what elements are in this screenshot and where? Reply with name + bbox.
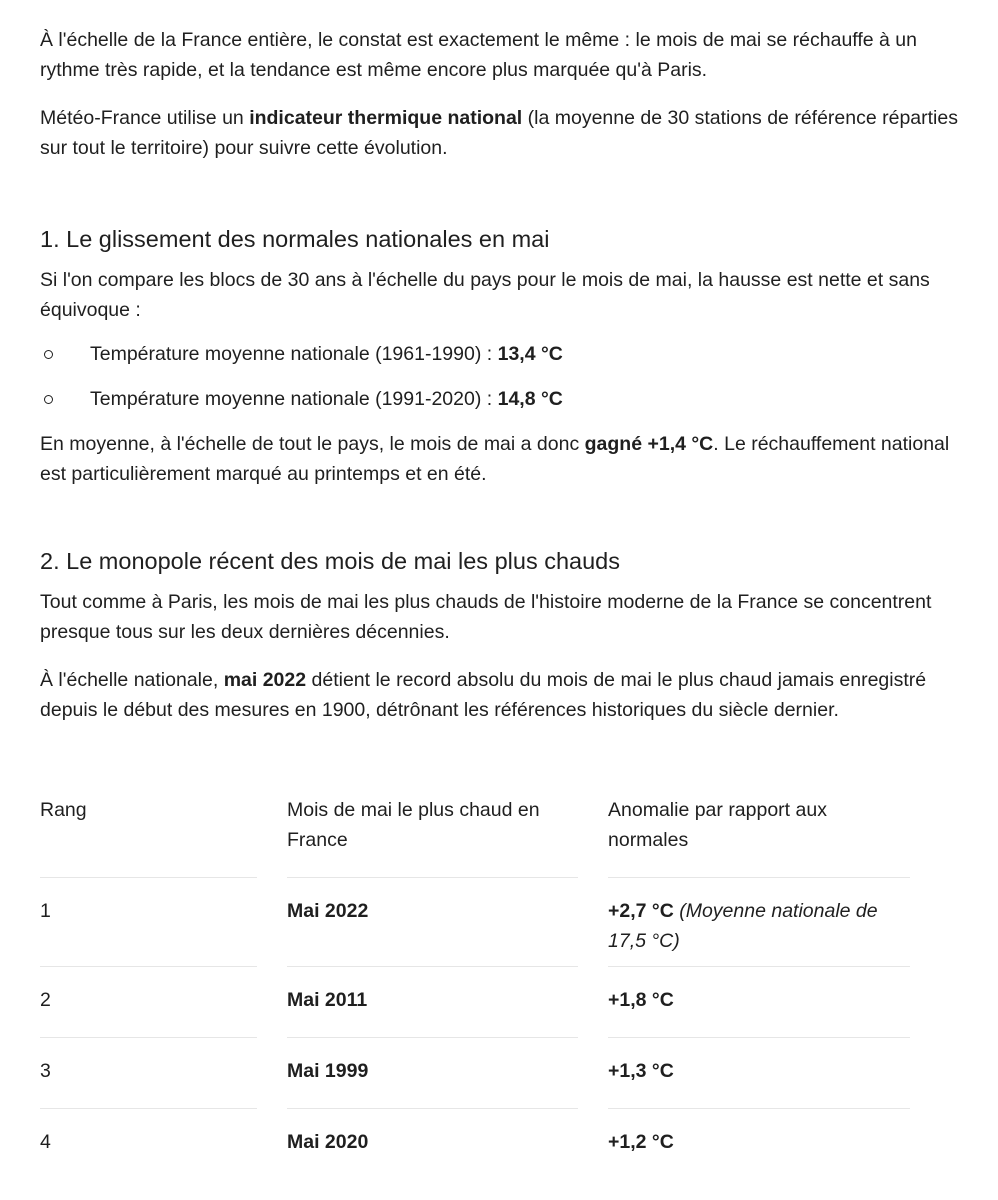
rank-cell: 4: [40, 1131, 51, 1153]
section1-lead: Si l'on compare les blocs de 30 ans à l'échelle du pays pour le mois de mai, la hausse est nette et sans équivoque :: [40, 269, 930, 321]
month-value: Mai 2011: [287, 989, 368, 1011]
bold-term: mai 2022: [223, 669, 307, 691]
month-cell: [287, 1109, 578, 1179]
table-header-row: [40, 795, 910, 878]
section2-paragraph: Tout comme à Paris, les mois de mai les plus chauds de l'histoire moderne de la France se concentrent presque tous sur les deux dernières décennies.: [40, 591, 932, 643]
text-span: En moyenne, à l'échelle de tout le pays, le mois de mai a donc: [40, 433, 585, 455]
table-row: [40, 1038, 910, 1109]
anomaly-value: +1,8 °C: [608, 989, 674, 1011]
rank-cell: 3: [40, 1038, 257, 1109]
table-row: [40, 967, 910, 1038]
header-cell-anomaly: Anomalie par rapport aux normales: [608, 795, 910, 878]
list-item-label: Température moyenne nationale (1991-2020) :: [90, 388, 498, 410]
list-item-label: Température moyenne nationale (1961-1990) :: [90, 343, 498, 365]
anomaly-value: +2,7 °C: [608, 900, 674, 922]
hottest-may-table: [40, 795, 910, 1179]
section2-record-paragraph: [40, 665, 980, 725]
list-item: [40, 339, 980, 369]
intro-paragraph: À l'échelle de la France entière, le constat est exactement le même : le mois de mai se réchauffe à un rythme très rapide, et la tendance est même encore plus marquée qu'à Paris.: [40, 29, 917, 81]
table-row: [40, 878, 910, 967]
bold-term: indicateur thermique national: [249, 107, 523, 129]
rank-cell: 2: [40, 967, 257, 1038]
month-value: Mai 2022: [287, 900, 369, 922]
section-heading-2: 2. Le monopole récent des mois de mai les plus chauds: [40, 548, 620, 574]
anomaly-note: (Moyenne nationale de 17,5 °C): [608, 900, 878, 952]
rank-cell: 1: [40, 878, 257, 967]
month-cell: [287, 878, 578, 967]
section-heading-1: 1. Le glissement des normales nationales en mai: [40, 226, 550, 252]
text-span: À l'échelle nationale,: [40, 669, 224, 691]
intro-paragraph-indicator: [40, 103, 980, 163]
month-value: Mai 2020: [287, 1131, 369, 1153]
table-row: [40, 1109, 910, 1179]
text-span: Météo-France utilise un: [40, 107, 250, 129]
section1-conclusion: [40, 429, 980, 489]
anomaly-cell: [608, 878, 910, 967]
bold-term: gagné +1,4 °C: [584, 433, 714, 455]
list-item-value: 13,4 °C: [497, 343, 563, 365]
anomaly-cell: [608, 1038, 910, 1109]
anomaly-cell: [608, 967, 910, 1038]
anomaly-value: +1,2 °C: [608, 1131, 674, 1153]
anomaly-value: +1,3 °C: [608, 1060, 674, 1082]
circle-bullet-icon: [44, 395, 53, 404]
text-span: (la moyenne de 30 stations de référence réparties sur tout le territoire) pour suivre cette évolution.: [40, 107, 958, 159]
text-span: . Le réchauffement national est particulièrement marqué au printemps et en été.: [40, 433, 950, 485]
article-body: [40, 25, 980, 725]
normals-list: [40, 339, 980, 414]
header-cell-month: Mois de mai le plus chaud en France: [287, 795, 578, 878]
header-cell-rank: Rang: [40, 795, 257, 878]
anomaly-cell: [608, 1109, 910, 1179]
list-item-value: 14,8 °C: [497, 388, 563, 410]
month-cell: [287, 967, 578, 1038]
circle-bullet-icon: [44, 350, 53, 359]
month-value: Mai 1999: [287, 1060, 369, 1082]
month-cell: [287, 1038, 578, 1109]
text-span: détient le record absolu du mois de mai le plus chaud jamais enregistré depuis le début des mesures en 1900, détrônant les références historiques du siècle dernier.: [40, 669, 927, 721]
list-item: [40, 384, 980, 414]
